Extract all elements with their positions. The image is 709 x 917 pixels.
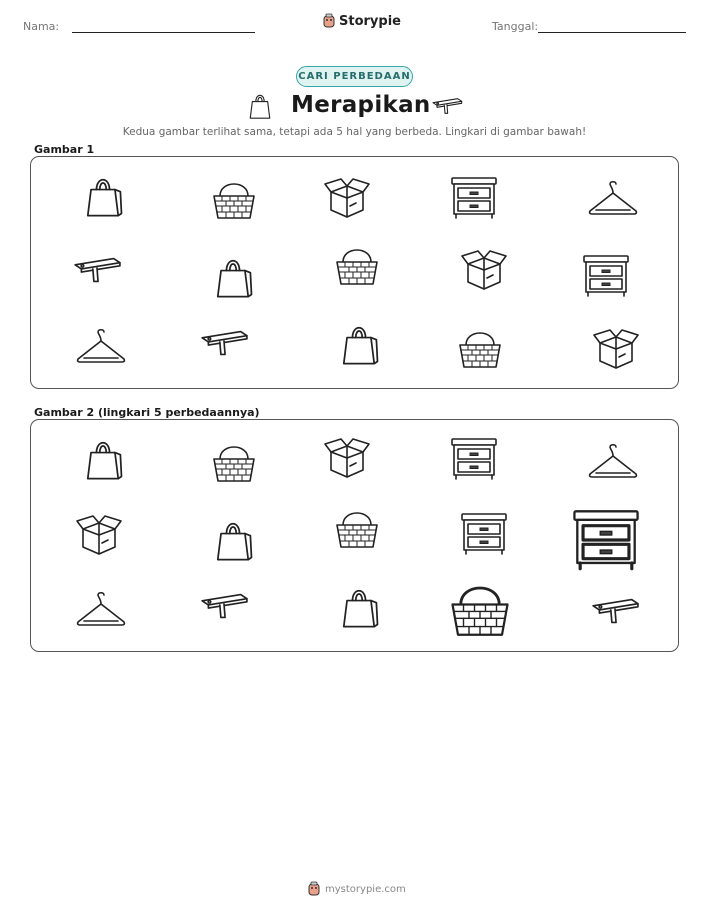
picture2-label: Gambar 2 (lingkari 5 perbedaannya): [34, 406, 260, 419]
basket-icon[interactable]: [210, 178, 258, 226]
storypie-mascot-icon: [307, 881, 321, 897]
hanger-icon[interactable]: [587, 179, 639, 223]
nightstand-icon[interactable]: [449, 436, 499, 486]
nightstand-icon[interactable]: [459, 511, 509, 561]
shelf-icon[interactable]: [199, 327, 249, 363]
hanger-icon[interactable]: [75, 327, 127, 371]
brand-name: Storypie: [339, 13, 401, 29]
box-icon[interactable]: [75, 513, 123, 561]
picture1-label: Gambar 1: [34, 143, 95, 156]
bag-icon: [246, 89, 274, 125]
box-icon[interactable]: [323, 176, 371, 224]
worksheet-tag: CARI PERBEDAAN: [296, 66, 413, 87]
basket-icon[interactable]: [333, 244, 381, 292]
brand-logo: [322, 13, 401, 29]
picture1-panel: [30, 156, 679, 389]
basket-icon[interactable]: [456, 327, 504, 375]
footer-site[interactable]: mystorypie.com: [325, 883, 406, 895]
bag-icon[interactable]: [81, 170, 125, 224]
nightstand-large-icon[interactable]: [570, 507, 642, 577]
date-line[interactable]: [538, 32, 686, 33]
basket-icon[interactable]: [333, 507, 381, 555]
hanger-icon[interactable]: [587, 442, 639, 486]
basket-large-icon[interactable]: [447, 578, 513, 646]
footer: [307, 881, 406, 897]
nightstand-icon[interactable]: [581, 253, 631, 303]
bag-icon[interactable]: [337, 581, 381, 635]
name-label: Nama:: [23, 20, 60, 33]
shelf-icon[interactable]: [72, 254, 122, 290]
box-icon[interactable]: [323, 436, 371, 484]
date-label: Tanggal:: [492, 20, 539, 33]
shelf-icon[interactable]: [199, 590, 249, 626]
shelf-icon: [431, 96, 463, 120]
instruction-text: Kedua gambar terlihat sama, tetapi ada 5 hal yang berbeda. Lingkari di gambar bawah!: [122, 126, 587, 138]
bag-icon[interactable]: [81, 433, 125, 487]
bag-icon[interactable]: [211, 514, 255, 568]
storypie-mascot-icon: [322, 13, 336, 29]
bag-icon[interactable]: [337, 318, 381, 372]
nightstand-icon[interactable]: [449, 175, 499, 225]
shelf-icon[interactable]: [590, 595, 640, 631]
box-icon[interactable]: [592, 327, 640, 375]
hanger-icon[interactable]: [75, 590, 127, 634]
bag-icon[interactable]: [211, 251, 255, 305]
name-line[interactable]: [72, 32, 255, 33]
page-title: Merapikan: [291, 92, 431, 118]
basket-icon[interactable]: [210, 441, 258, 489]
picture2-panel: [30, 419, 679, 652]
box-icon[interactable]: [460, 248, 508, 296]
